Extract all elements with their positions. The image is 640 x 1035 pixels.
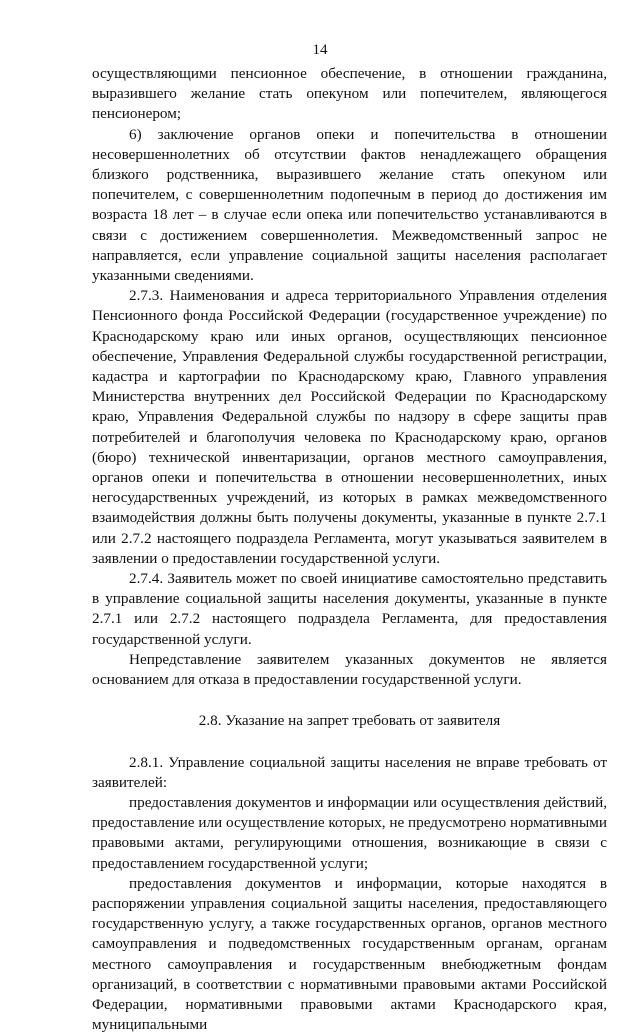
paragraph-2-8-1: 2.8.1. Управление социальной защиты населения не вправе требовать от заявителей: [92, 753, 607, 791]
paragraph-prohibition-1: предоставления документов и информации или осуществления действий, предоставление или осуществление которых, не предусмотрено нормативными правовыми актами, регулирующими отношения, возникающие в связи с предоставлением государственной услуги; [92, 793, 607, 872]
paragraph-non-submission: Непредставление заявителем указанных документов не является основанием для отказа в предоставлении государственной услуги. [92, 650, 607, 689]
paragraph-prohibition-2: предоставления документов и информации, которые находятся в распоряжении управления социальной защиты населения, предоставляющего государственную услугу, а также государственных органов, органов местного самоуправления и подведомственных государственным органам, органам местного самоуправления и государственным внебюджетным фондам организаций, в соответствии с нормативными правовыми актами Российской Федерации, нормативными правовыми актами Краснодарского края, муниципальными [92, 874, 607, 1034]
page-content [92, 64, 607, 1035]
paragraph-item-6: 6) заключение органов опеки и попечительства в отношении несовершеннолетних об отсутствии фактов ненадлежащего обращения близкого родственника, выразившего желание стать опекуном или попечителем, с совершеннолетним подопечным в период до достижения им возраста 18 лет – в случае если опека или попечительство устанавливаются в связи с достижением совершеннолетия. Межведомственный запрос не направляется, если управление социальной защиты населения располагает указанными сведениями. [92, 125, 607, 285]
paragraph-2-7-3: 2.7.3. Наименования и адреса территориального Управления отделения Пенсионного фонда Российской Федерации (государственное учреждение) по Краснодарскому краю или иных органов, осуществляющих пенсионное обеспечение, Управления Федеральной службы государственной регистрации, кадастра и картографии по Краснодарскому краю, Главного управления Министерства внутренних дел Российской Федерации по Краснодарскому краю, Управления Федеральной службы по надзору в сфере защиты прав потребителей и благополучия человека по Краснодарскому краю, органов (бюро) технической инвентаризации, органов местного самоуправления, органов опеки и попечительства в отношении несовершеннолетних, иных негосударственных учреждений, из которых в рамках межведомственного взаимодействия должны быть получены документы, указанные в пункте 2.7.1 или 2.7.2 настоящего подраздела Регламента, могут указываться заявителем в заявлении о предоставлении государственной услуги. [92, 287, 607, 567]
section-heading: 2.8. Указание на запрет требовать от заявителя [198, 712, 501, 730]
page-number: 14 [312, 42, 328, 58]
paragraph-2-7-4: 2.7.4. Заявитель может по своей инициативе самостоятельно представить в управление социальной защиты населения документы, указанные в пункте 2.7.1 или 2.7.2 настоящего подраздела Регламента, для предоставления государственной услуги. [92, 570, 607, 648]
paragraph-continuation: осуществляющими пенсионное обеспечение, в отношении гражданина, выразившего желание стать опекуном или попечителем, являющегося пенсионером; [92, 65, 607, 123]
